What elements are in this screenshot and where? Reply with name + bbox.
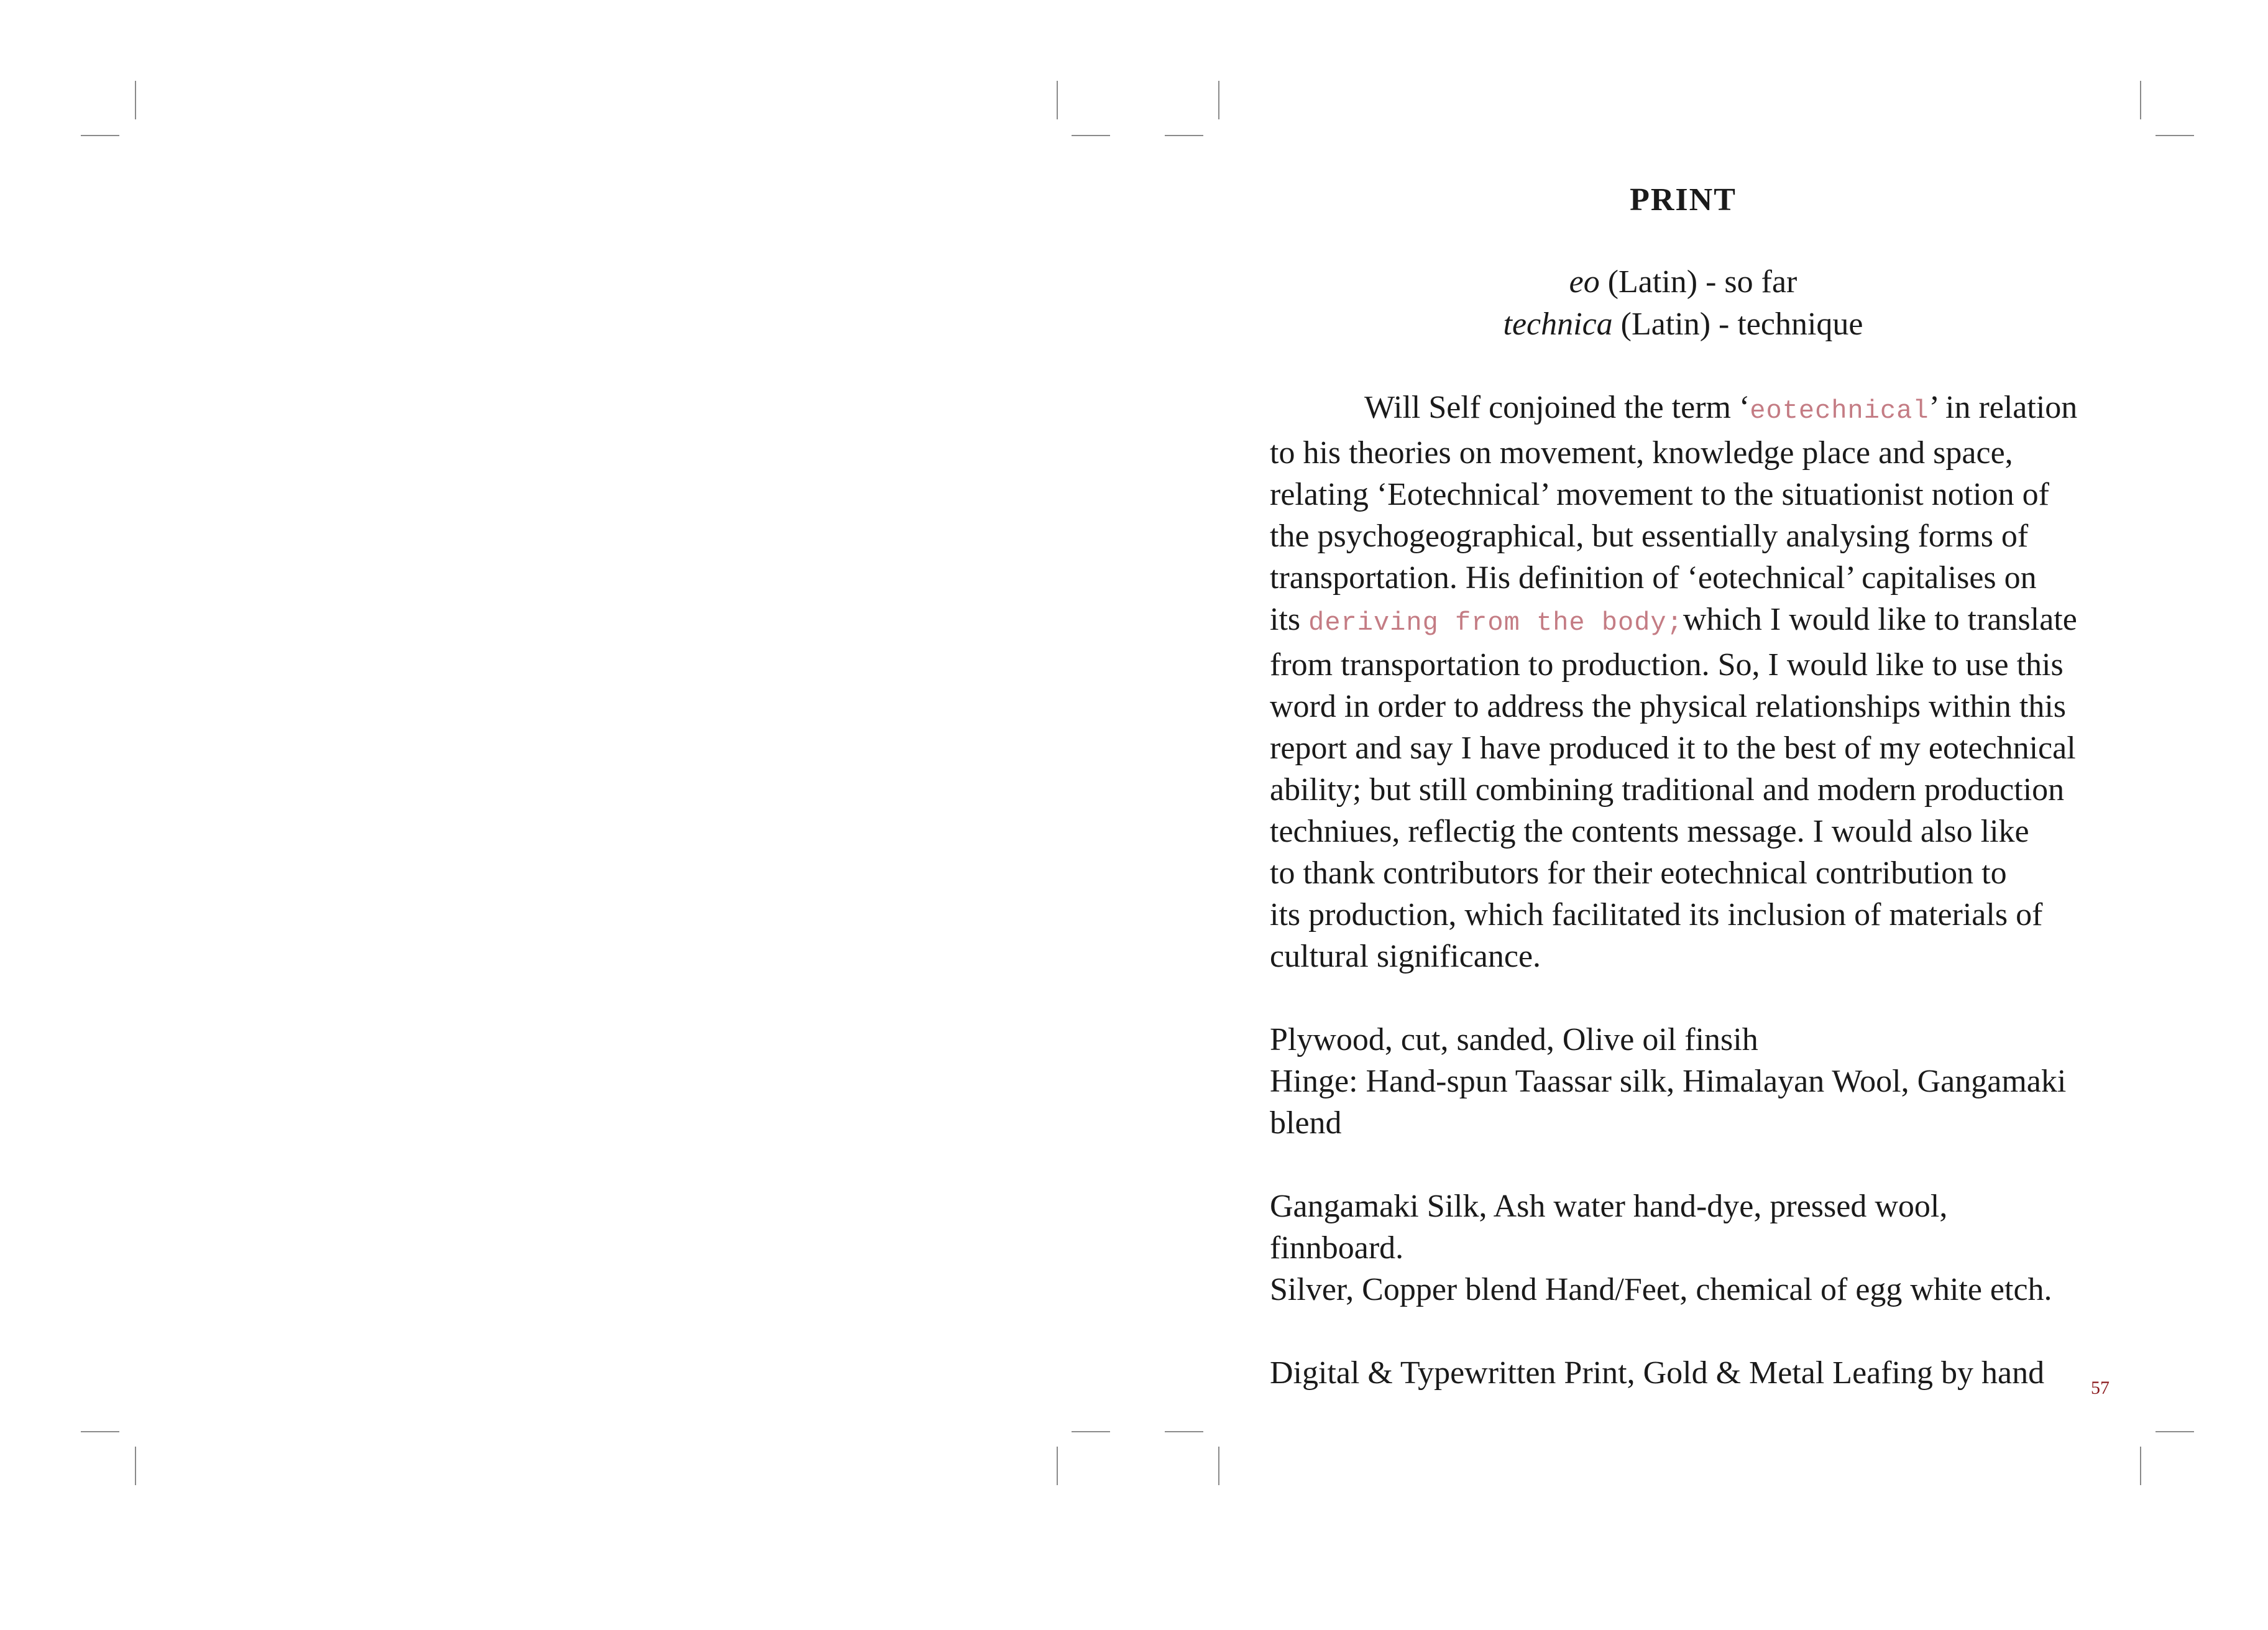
paragraph-line: transportation. His definition of ‘eotechnical’ capitalises on xyxy=(1270,560,2037,596)
paragraph-line: report and say I have produced it to the best of my eotechnical xyxy=(1270,730,2076,766)
paragraph-line: to his theories on movement, knowledge place and space, xyxy=(1270,435,2013,471)
etymology-term: technica xyxy=(1503,306,1613,342)
etymology-line xyxy=(1270,303,2096,346)
crop-mark xyxy=(2156,1431,2194,1432)
crop-mark xyxy=(1165,135,1203,136)
materials-line: Plywood, cut, sanded, Olive oil finsih xyxy=(1270,1022,1758,1057)
body-text xyxy=(1270,387,2103,1394)
etymology-line xyxy=(1270,261,2096,303)
materials-line: blend xyxy=(1270,1105,1342,1141)
materials-line: Digital & Typewritten Print, Gold & Metal Leafing by hand xyxy=(1270,1355,2045,1391)
paragraph-line: word in order to address the physical relationships within this xyxy=(1270,689,2067,724)
crop-mark xyxy=(1218,1447,1219,1485)
etymology xyxy=(1270,261,2096,346)
paragraph-line: techniues, reflectig the contents message. I would also like xyxy=(1270,814,2029,849)
paragraph-line: from transportation to production. So, I would like to use this xyxy=(1270,647,2064,683)
spacer xyxy=(1270,1144,2103,1186)
materials-line: Gangamaki Silk, Ash water hand-dye, pressed wool, xyxy=(1270,1189,1948,1224)
crop-mark xyxy=(2156,135,2194,136)
paragraph-line: ability; but still combining traditional and modern production xyxy=(1270,772,2065,808)
crop-mark xyxy=(1165,1431,1203,1432)
text-run: its xyxy=(1270,602,1309,637)
crop-mark xyxy=(81,135,119,136)
text-run: ’ in relation xyxy=(1929,390,2078,425)
paragraph-line xyxy=(1270,599,2103,644)
spacer xyxy=(1270,977,2103,1019)
paragraph-line xyxy=(1270,387,2103,432)
crop-mark xyxy=(1072,135,1110,136)
paragraph-line: relating ‘Eotechnical’ movement to the situationist notion of xyxy=(1270,477,2049,512)
text-run: Will Self conjoined the term ‘ xyxy=(1364,390,1750,425)
crop-mark xyxy=(1218,81,1219,119)
materials-line: Silver, Copper blend Hand/Feet, chemical of egg white etch. xyxy=(1270,1272,2052,1307)
crop-mark xyxy=(1057,81,1058,119)
crop-mark xyxy=(81,1431,119,1432)
crop-mark xyxy=(135,81,136,119)
crop-mark xyxy=(2140,1447,2141,1485)
crop-mark xyxy=(1072,1431,1110,1432)
paragraph-line: the psychogeographical, but essentially analysing forms of xyxy=(1270,518,2029,554)
paragraph-line: cultural significance. xyxy=(1270,939,1541,974)
etymology-meaning: (Latin) - so far xyxy=(1599,264,1797,300)
page-number: 57 xyxy=(2091,1378,2110,1398)
materials-line: Hinge: Hand-spun Taassar silk, Himalayan Wool, Gangamaki xyxy=(1270,1064,2067,1099)
paragraph-line: to thank contributors for their eotechnical contribution to xyxy=(1270,855,2007,891)
typewritten-word: eotechnical xyxy=(1750,396,1929,426)
paragraph-line: its production, which facilitated its inclusion of materials of xyxy=(1270,897,2043,932)
materials-line: finnboard. xyxy=(1270,1230,1404,1266)
etymology-meaning: (Latin) - technique xyxy=(1612,306,1863,342)
page-title: PRINT xyxy=(1630,182,1737,218)
crop-mark xyxy=(135,1447,136,1485)
spacer xyxy=(1270,1310,2103,1352)
crop-mark xyxy=(1057,1447,1058,1485)
etymology-term: eo xyxy=(1569,264,1600,300)
text-run: which I would like to translate xyxy=(1683,602,2077,637)
crop-mark xyxy=(2140,81,2141,119)
typewritten-phrase: deriving from the body; xyxy=(1308,608,1683,638)
